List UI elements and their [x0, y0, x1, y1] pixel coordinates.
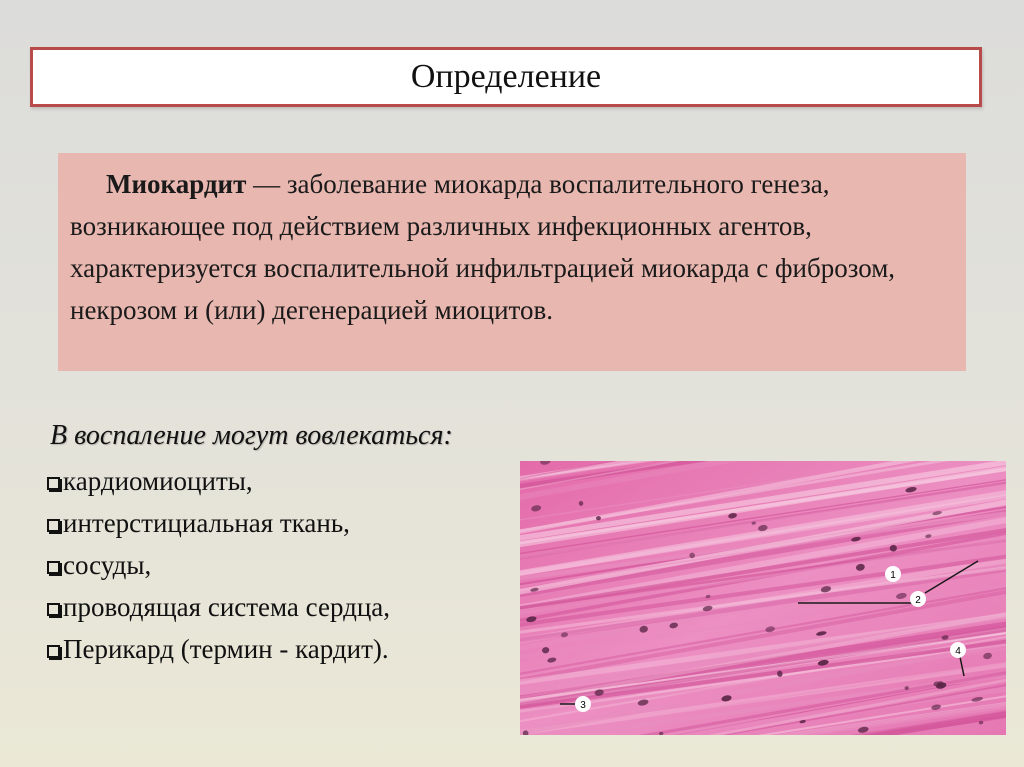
checkbox-icon	[47, 603, 60, 616]
checkbox-icon	[47, 645, 60, 658]
label-1: 1	[890, 570, 896, 581]
definition-text: — заболевание миокарда воспалительного генеза, возникающее под действием различных инфекционных агентов, характеризуется воспалительной инфильтрацией миокарда с фиброзом, некрозом и (или) дегенерацией миоцитов.	[70, 169, 896, 325]
list-item	[47, 544, 390, 586]
list-subheading: В воспаление могут вовлекаться:	[50, 420, 453, 451]
list-item-label: кардиомиоциты,	[63, 466, 253, 496]
list-item-label: Перикард (термин - кардит).	[63, 634, 389, 664]
list-item	[47, 628, 390, 670]
label-4: 4	[955, 646, 961, 657]
involvement-list	[47, 460, 390, 670]
label-2: 2	[915, 595, 921, 606]
list-item-label: проводящая система сердца,	[63, 592, 391, 622]
checkbox-icon	[47, 477, 60, 490]
micrograph-svg	[520, 461, 1006, 735]
slide-title-box	[30, 47, 982, 107]
slide-title: Определение	[410, 58, 602, 95]
definition-box	[58, 153, 966, 371]
list-item	[47, 586, 390, 628]
micrograph-image	[520, 461, 1006, 735]
definition-term: Миокардит	[106, 169, 247, 199]
list-item	[47, 460, 390, 502]
label-3: 3	[580, 700, 586, 711]
list-item	[47, 502, 390, 544]
list-item-label: сосуды,	[63, 550, 152, 580]
checkbox-icon	[47, 561, 60, 574]
list-item-label: интерстициальная ткань,	[63, 508, 350, 538]
checkbox-icon	[47, 519, 60, 532]
